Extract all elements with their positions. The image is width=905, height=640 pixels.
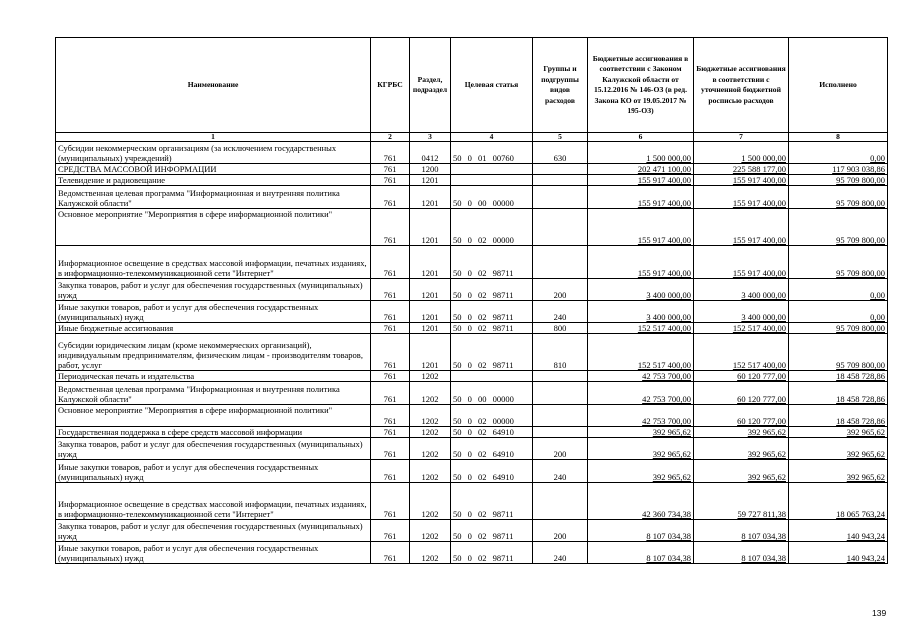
cell-kgrbs: 761 — [371, 520, 410, 542]
cell-name: Ведомственная целевая программа "Информационная и внутренняя политика Калужской области" — [56, 186, 371, 209]
cell-statya: 50 0 02 98711 — [451, 246, 533, 279]
table-row — [56, 542, 888, 564]
cell-statya: 50 0 01 00760 — [451, 142, 533, 164]
cell-statya: 50 0 02 00000 — [451, 209, 533, 246]
cell-ispolneno: 18 065 763,24 — [789, 483, 888, 520]
cell-ispolneno: 95 709 800,00 — [789, 323, 888, 334]
cell-gruppa — [533, 382, 588, 405]
cell-razdel: 1201 — [410, 246, 451, 279]
cell-statya: 50 0 02 98711 — [451, 279, 533, 301]
page-number: 139 — [872, 608, 887, 618]
cell-gruppa: 200 — [533, 520, 588, 542]
cell-ispolneno: 392 965,62 — [789, 427, 888, 438]
cell-name: Закупка товаров, работ и услуг для обеспечения государственных (муниципальных) нужд — [56, 438, 371, 460]
cell-name: Субсидии некоммерческим организациям (за исключением государственных (муниципальных) учреждений) — [56, 142, 371, 164]
cell-rospis: 3 400 000,00 — [694, 279, 789, 301]
column-number-row — [56, 133, 888, 142]
cell-rospis: 392 965,62 — [694, 460, 789, 483]
cell-zakon: 1 500 000,00 — [588, 142, 694, 164]
cell-rospis: 152 517 400,00 — [694, 334, 789, 371]
cell-kgrbs: 761 — [371, 209, 410, 246]
cell-statya — [451, 175, 533, 186]
cell-rospis: 392 965,62 — [694, 427, 789, 438]
cell-name: Государственная поддержка в сфере средств массовой информации — [56, 427, 371, 438]
cell-gruppa: 200 — [533, 279, 588, 301]
cell-rospis: 155 917 400,00 — [694, 175, 789, 186]
cell-zakon: 42 360 734,38 — [588, 483, 694, 520]
cell-kgrbs: 761 — [371, 246, 410, 279]
header-razdel: Раздел, подраздел — [410, 38, 451, 133]
column-number: 1 — [56, 133, 371, 142]
cell-statya: 50 0 00 00000 — [451, 186, 533, 209]
cell-kgrbs: 761 — [371, 301, 410, 323]
cell-ispolneno: 392 965,62 — [789, 460, 888, 483]
cell-statya: 50 0 02 00000 — [451, 405, 533, 427]
cell-rospis: 1 500 000,00 — [694, 142, 789, 164]
cell-statya: 50 0 02 98711 — [451, 520, 533, 542]
cell-name: Субсидии юридическим лицам (кроме некоммерческих организаций), индивидуальным предпринимателям, физическим лицам - производителям товаров, работ, услуг — [56, 334, 371, 371]
cell-zakon: 3 400 000,00 — [588, 279, 694, 301]
cell-ispolneno: 140 943,24 — [789, 520, 888, 542]
cell-razdel: 0412 — [410, 142, 451, 164]
cell-ispolneno: 117 903 038,86 — [789, 164, 888, 175]
header-rospis: Бюджетные ассигнования в соответствии с уточненной бюджетной росписью расходов — [694, 38, 789, 133]
table-row — [56, 460, 888, 483]
cell-kgrbs: 761 — [371, 142, 410, 164]
cell-kgrbs: 761 — [371, 323, 410, 334]
cell-razdel: 1201 — [410, 301, 451, 323]
cell-kgrbs: 761 — [371, 371, 410, 382]
cell-razdel: 1201 — [410, 279, 451, 301]
cell-razdel: 1202 — [410, 483, 451, 520]
cell-statya: 50 0 00 00000 — [451, 382, 533, 405]
cell-statya: 50 0 02 98711 — [451, 323, 533, 334]
cell-zakon: 392 965,62 — [588, 438, 694, 460]
cell-name: Основное мероприятие "Мероприятия в сфере информационной политики" — [56, 209, 371, 246]
header-zakon: Бюджетные ассигнования в соответствии с Законом Калужской области от 15.12.2016 № 146-ОЗ (в ред. Закона КО от 19.05.2017 № 195-ОЗ) — [588, 38, 694, 133]
cell-statya: 50 0 02 64910 — [451, 460, 533, 483]
cell-gruppa: 630 — [533, 142, 588, 164]
cell-zakon: 3 400 000,00 — [588, 301, 694, 323]
cell-zakon: 42 753 700,00 — [588, 371, 694, 382]
cell-gruppa — [533, 427, 588, 438]
table-row — [56, 142, 888, 164]
cell-razdel: 1201 — [410, 186, 451, 209]
header-kgrbs: КГРБС — [371, 38, 410, 133]
cell-zakon: 8 107 034,38 — [588, 520, 694, 542]
cell-name: Иные закупки товаров, работ и услуг для обеспечения государственных (муниципальных) нужд — [56, 542, 371, 564]
cell-razdel: 1202 — [410, 405, 451, 427]
cell-razdel: 1202 — [410, 371, 451, 382]
cell-gruppa — [533, 405, 588, 427]
cell-kgrbs: 761 — [371, 460, 410, 483]
cell-kgrbs: 761 — [371, 186, 410, 209]
cell-razdel: 1200 — [410, 164, 451, 175]
table-row — [56, 186, 888, 209]
cell-ispolneno: 18 458 728,86 — [789, 371, 888, 382]
table-row — [56, 371, 888, 382]
cell-rospis: 59 727 811,38 — [694, 483, 789, 520]
cell-kgrbs: 761 — [371, 438, 410, 460]
table-row — [56, 334, 888, 371]
cell-rospis: 3 400 000,00 — [694, 301, 789, 323]
cell-statya: 50 0 02 98711 — [451, 483, 533, 520]
cell-razdel: 1201 — [410, 175, 451, 186]
cell-name: Информационное освещение в средствах массовой информации, печатных изданиях, в информационно-телекоммуникационной сети "Интернет" — [56, 483, 371, 520]
cell-statya: 50 0 02 98711 — [451, 301, 533, 323]
cell-kgrbs: 761 — [371, 427, 410, 438]
cell-gruppa: 240 — [533, 542, 588, 564]
cell-gruppa: 800 — [533, 323, 588, 334]
header-gruppa: Группы и подгруппы видов расходов — [533, 38, 588, 133]
table-row — [56, 164, 888, 175]
cell-ispolneno: 0,00 — [789, 279, 888, 301]
cell-gruppa — [533, 371, 588, 382]
cell-statya — [451, 371, 533, 382]
cell-gruppa — [533, 164, 588, 175]
cell-razdel: 1201 — [410, 209, 451, 246]
column-number: 2 — [371, 133, 410, 142]
table-row — [56, 279, 888, 301]
cell-rospis: 155 917 400,00 — [694, 186, 789, 209]
header-statya: Целевая статья — [451, 38, 533, 133]
cell-name: Закупка товаров, работ и услуг для обеспечения государственных (муниципальных) нужд — [56, 279, 371, 301]
table-body — [56, 142, 888, 564]
column-number: 4 — [451, 133, 533, 142]
cell-rospis: 60 120 777,00 — [694, 371, 789, 382]
cell-rospis: 225 588 177,00 — [694, 164, 789, 175]
cell-gruppa — [533, 175, 588, 186]
cell-name: Основное мероприятие "Мероприятия в сфере информационной политики" — [56, 405, 371, 427]
cell-razdel: 1202 — [410, 438, 451, 460]
cell-zakon: 155 917 400,00 — [588, 246, 694, 279]
cell-gruppa — [533, 186, 588, 209]
cell-zakon: 155 917 400,00 — [588, 175, 694, 186]
cell-rospis: 60 120 777,00 — [694, 405, 789, 427]
cell-zakon: 202 471 100,00 — [588, 164, 694, 175]
cell-ispolneno: 0,00 — [789, 142, 888, 164]
cell-kgrbs: 761 — [371, 483, 410, 520]
cell-zakon: 155 917 400,00 — [588, 209, 694, 246]
cell-ispolneno: 392 965,62 — [789, 438, 888, 460]
cell-rospis: 392 965,62 — [694, 438, 789, 460]
cell-zakon: 152 517 400,00 — [588, 334, 694, 371]
cell-razdel: 1202 — [410, 427, 451, 438]
column-number: 8 — [789, 133, 888, 142]
cell-razdel: 1202 — [410, 382, 451, 405]
cell-kgrbs: 761 — [371, 334, 410, 371]
cell-rospis: 60 120 777,00 — [694, 382, 789, 405]
cell-kgrbs: 761 — [371, 175, 410, 186]
cell-rospis: 8 107 034,38 — [694, 520, 789, 542]
cell-name: Иные закупки товаров, работ и услуг для обеспечения государственных (муниципальных) нужд — [56, 301, 371, 323]
cell-ispolneno: 95 709 800,00 — [789, 175, 888, 186]
cell-ispolneno: 0,00 — [789, 301, 888, 323]
cell-name: Информационное освещение в средствах массовой информации, печатных изданиях, в информационно-телекоммуникационной сети "Интернет" — [56, 246, 371, 279]
cell-zakon: 155 917 400,00 — [588, 186, 694, 209]
table-row — [56, 520, 888, 542]
table-row — [56, 323, 888, 334]
cell-razdel: 1202 — [410, 460, 451, 483]
table-row — [56, 438, 888, 460]
cell-gruppa — [533, 246, 588, 279]
cell-rospis: 155 917 400,00 — [694, 246, 789, 279]
cell-gruppa: 810 — [533, 334, 588, 371]
cell-zakon: 152 517 400,00 — [588, 323, 694, 334]
table-row — [56, 382, 888, 405]
cell-name: СРЕДСТВА МАССОВОЙ ИНФОРМАЦИИ — [56, 164, 371, 175]
cell-razdel: 1201 — [410, 323, 451, 334]
column-number: 3 — [410, 133, 451, 142]
cell-name: Закупка товаров, работ и услуг для обеспечения государственных (муниципальных) нужд — [56, 520, 371, 542]
cell-zakon: 42 753 700,00 — [588, 405, 694, 427]
cell-ispolneno: 95 709 800,00 — [789, 209, 888, 246]
column-number: 7 — [694, 133, 789, 142]
cell-ispolneno: 95 709 800,00 — [789, 334, 888, 371]
table-row — [56, 209, 888, 246]
cell-name: Телевидение и радиовещание — [56, 175, 371, 186]
table-row — [56, 175, 888, 186]
cell-gruppa: 200 — [533, 438, 588, 460]
cell-kgrbs: 761 — [371, 279, 410, 301]
cell-gruppa: 240 — [533, 301, 588, 323]
cell-statya: 50 0 02 64910 — [451, 438, 533, 460]
cell-kgrbs: 761 — [371, 382, 410, 405]
cell-gruppa — [533, 209, 588, 246]
cell-statya — [451, 164, 533, 175]
cell-razdel: 1201 — [410, 334, 451, 371]
cell-zakon: 392 965,62 — [588, 460, 694, 483]
column-number: 5 — [533, 133, 588, 142]
cell-razdel: 1202 — [410, 542, 451, 564]
cell-kgrbs: 761 — [371, 405, 410, 427]
budget-table — [55, 37, 888, 564]
table-row — [56, 246, 888, 279]
cell-name: Иные закупки товаров, работ и услуг для обеспечения государственных (муниципальных) нужд — [56, 460, 371, 483]
cell-kgrbs: 761 — [371, 164, 410, 175]
cell-ispolneno: 18 458 728,86 — [789, 405, 888, 427]
cell-statya: 50 0 02 98711 — [451, 334, 533, 371]
header-name: Наименование — [56, 38, 371, 133]
cell-ispolneno: 95 709 800,00 — [789, 246, 888, 279]
cell-zakon: 42 753 700,00 — [588, 382, 694, 405]
cell-statya: 50 0 02 64910 — [451, 427, 533, 438]
header-ispolneno: Исполнено — [789, 38, 888, 133]
cell-gruppa — [533, 483, 588, 520]
table-row — [56, 483, 888, 520]
cell-statya: 50 0 02 98711 — [451, 542, 533, 564]
table-row — [56, 427, 888, 438]
cell-razdel: 1202 — [410, 520, 451, 542]
cell-ispolneno: 140 943,24 — [789, 542, 888, 564]
table-row — [56, 405, 888, 427]
cell-zakon: 392 965,62 — [588, 427, 694, 438]
column-number: 6 — [588, 133, 694, 142]
cell-ispolneno: 95 709 800,00 — [789, 186, 888, 209]
cell-rospis: 8 107 034,38 — [694, 542, 789, 564]
cell-gruppa: 240 — [533, 460, 588, 483]
cell-zakon: 8 107 034,38 — [588, 542, 694, 564]
cell-kgrbs: 761 — [371, 542, 410, 564]
cell-name: Иные бюджетные ассигнования — [56, 323, 371, 334]
cell-ispolneno: 18 458 728,86 — [789, 382, 888, 405]
cell-name: Ведомственная целевая программа "Информационная и внутренняя политика Калужской области" — [56, 382, 371, 405]
cell-name: Периодическая печать и издательства — [56, 371, 371, 382]
cell-rospis: 152 517 400,00 — [694, 323, 789, 334]
table-row — [56, 301, 888, 323]
cell-rospis: 155 917 400,00 — [694, 209, 789, 246]
